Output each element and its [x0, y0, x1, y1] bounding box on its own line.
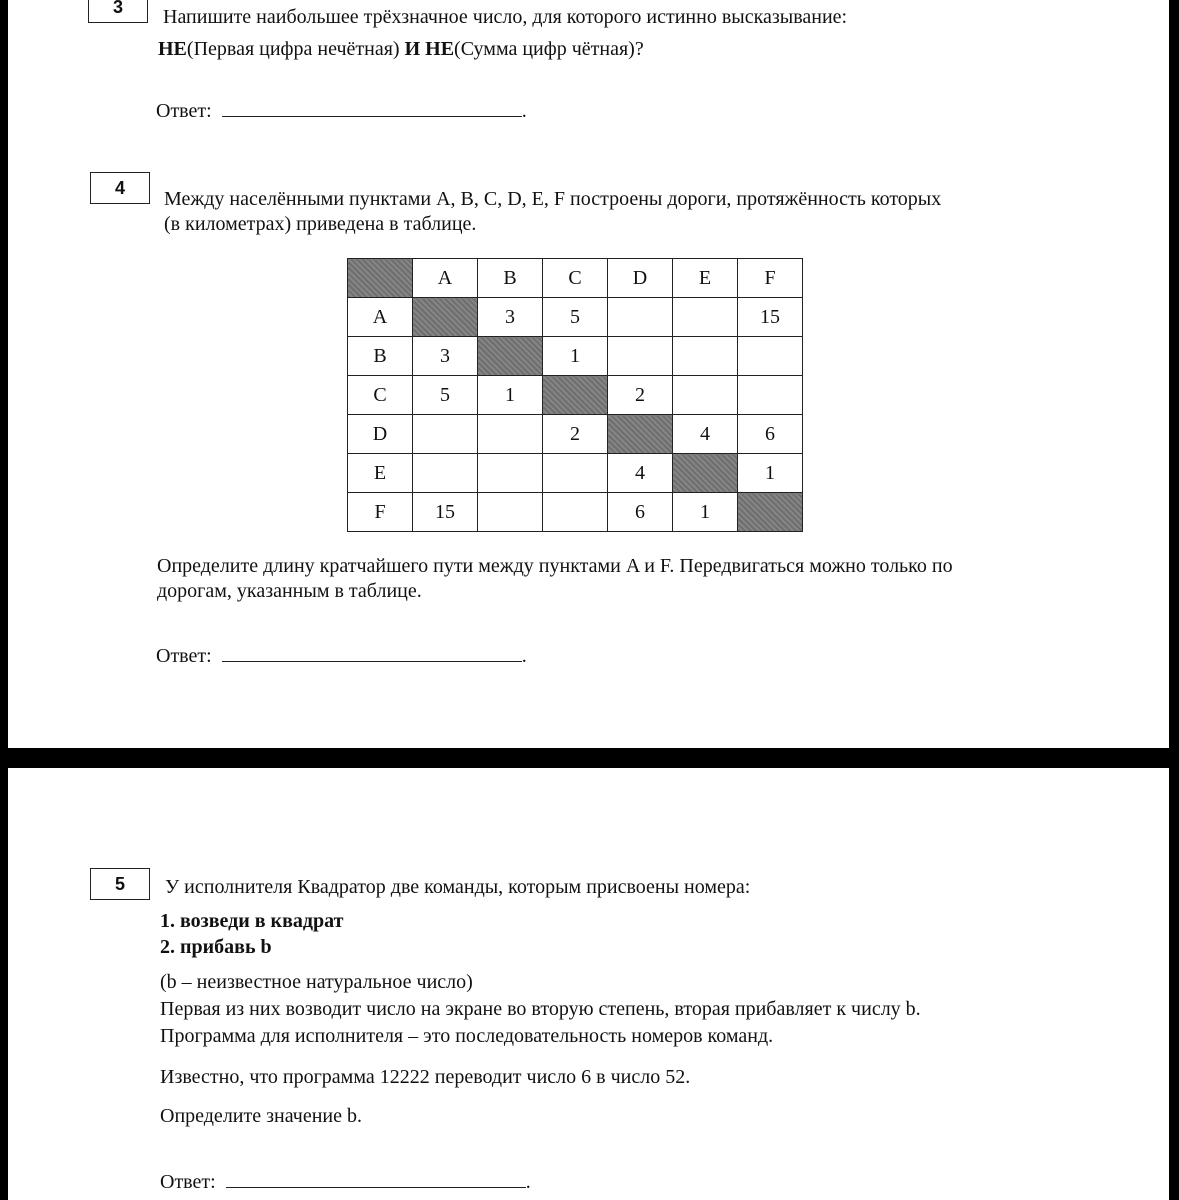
task-3-question-line-1: Напишите наибольшее трёхзначное число, для которого истинно высказывание: [163, 6, 848, 28]
distance-cell: 1 [543, 337, 608, 376]
condition-1: (Первая цифра нечётная) [186, 38, 400, 60]
answer-dot: . [525, 1171, 531, 1193]
command-1: 1. возведи в квадрат [160, 910, 344, 932]
task-3-number: 3 [88, 0, 148, 23]
diagonal-cell [738, 493, 803, 532]
task-5-number: 5 [90, 868, 150, 900]
distance-cell: 1 [478, 376, 543, 415]
distance-cell: 3 [478, 298, 543, 337]
row-header-c: C [348, 376, 413, 415]
table-row [348, 493, 803, 532]
distance-cell [673, 337, 738, 376]
distance-cell [673, 298, 738, 337]
distance-cell [478, 493, 543, 532]
column-header-f: F [738, 259, 803, 298]
task-3-question-line-2 [158, 38, 644, 61]
task-5-question-line-3: Первая из них возводит число на экране во вторую степень, вторая прибавляет к числу b. [160, 998, 921, 1020]
answer-label: Ответ: [156, 645, 212, 667]
task-4-question-line-4: дорогам, указанным в таблице. [157, 580, 422, 602]
task-5-answer [160, 1171, 531, 1194]
page-1 [8, 0, 1169, 748]
and-not-operator: И НЕ [404, 38, 455, 60]
task-4-answer [156, 645, 527, 668]
table-row [348, 376, 803, 415]
task-4-number: 4 [90, 172, 150, 204]
column-header-c: C [543, 259, 608, 298]
diagonal-cell [543, 376, 608, 415]
distance-cell: 6 [608, 493, 673, 532]
answer-dot: . [521, 645, 527, 667]
row-header-f: F [348, 493, 413, 532]
distance-cell: 2 [543, 415, 608, 454]
answer-field[interactable] [222, 102, 522, 117]
distance-cell [543, 493, 608, 532]
row-header-e: E [348, 454, 413, 493]
answer-label: Ответ: [160, 1171, 216, 1193]
diagonal-cell [413, 298, 478, 337]
row-header-d: D [348, 415, 413, 454]
distance-cell [608, 337, 673, 376]
task-5-question-line-4: Программа для исполнителя – это последовательность номеров команд. [160, 1025, 774, 1047]
task-4-question-line-2: (в километрах) приведена в таблице. [164, 213, 477, 235]
distance-cell: 6 [738, 415, 803, 454]
distance-cell [738, 337, 803, 376]
row-header-a: A [348, 298, 413, 337]
distance-cell: 1 [673, 493, 738, 532]
task-5-question-line-2: (b – неизвестное натуральное число) [160, 971, 473, 993]
table-row [348, 298, 803, 337]
condition-2: (Сумма цифр чётная)? [454, 38, 644, 60]
task-3-answer [156, 100, 527, 123]
page-2 [8, 768, 1169, 1200]
not-operator: НЕ [158, 38, 187, 60]
distance-cell: 1 [738, 454, 803, 493]
distance-cell: 3 [413, 337, 478, 376]
distance-cell [673, 376, 738, 415]
table-row [348, 337, 803, 376]
table-corner-cell [348, 259, 413, 298]
distance-cell: 4 [608, 454, 673, 493]
task-4-question-line-1: Между населёнными пунктами A, B, C, D, E, F построены дороги, протяжённость которых [164, 188, 942, 210]
distance-cell [478, 415, 543, 454]
distance-cell: 5 [413, 376, 478, 415]
answer-dot: . [521, 100, 527, 122]
distance-cell: 15 [413, 493, 478, 532]
distance-cell [608, 298, 673, 337]
distance-table [347, 258, 803, 532]
column-header-d: D [608, 259, 673, 298]
distance-cell: 2 [608, 376, 673, 415]
row-header-b: B [348, 337, 413, 376]
distance-cell [478, 454, 543, 493]
answer-field[interactable] [222, 647, 522, 662]
distance-cell [413, 415, 478, 454]
command-2: 2. прибавь b [160, 936, 272, 958]
table-row [348, 454, 803, 493]
answer-label: Ответ: [156, 100, 212, 122]
task-4-question-line-3: Определите длину кратчайшего пути между пунктами A и F. Передвигаться можно только по [157, 555, 953, 577]
diagonal-cell [608, 415, 673, 454]
distance-cell [413, 454, 478, 493]
answer-field[interactable] [226, 1173, 526, 1188]
table-header-row [348, 259, 803, 298]
distance-cell [543, 454, 608, 493]
diagonal-cell [478, 337, 543, 376]
distance-cell: 5 [543, 298, 608, 337]
table-row [348, 415, 803, 454]
column-header-e: E [673, 259, 738, 298]
distance-cell: 15 [738, 298, 803, 337]
distance-cell: 4 [673, 415, 738, 454]
distance-cell [738, 376, 803, 415]
column-header-a: A [413, 259, 478, 298]
diagonal-cell [673, 454, 738, 493]
task-5-question-line-1: У исполнителя Квадратор две команды, которым присвоены номера: [165, 876, 751, 898]
column-header-b: B [478, 259, 543, 298]
task-5-question-line-5: Известно, что программа 12222 переводит число 6 в число 52. [160, 1066, 691, 1088]
task-5-question-line-6: Определите значение b. [160, 1105, 363, 1127]
